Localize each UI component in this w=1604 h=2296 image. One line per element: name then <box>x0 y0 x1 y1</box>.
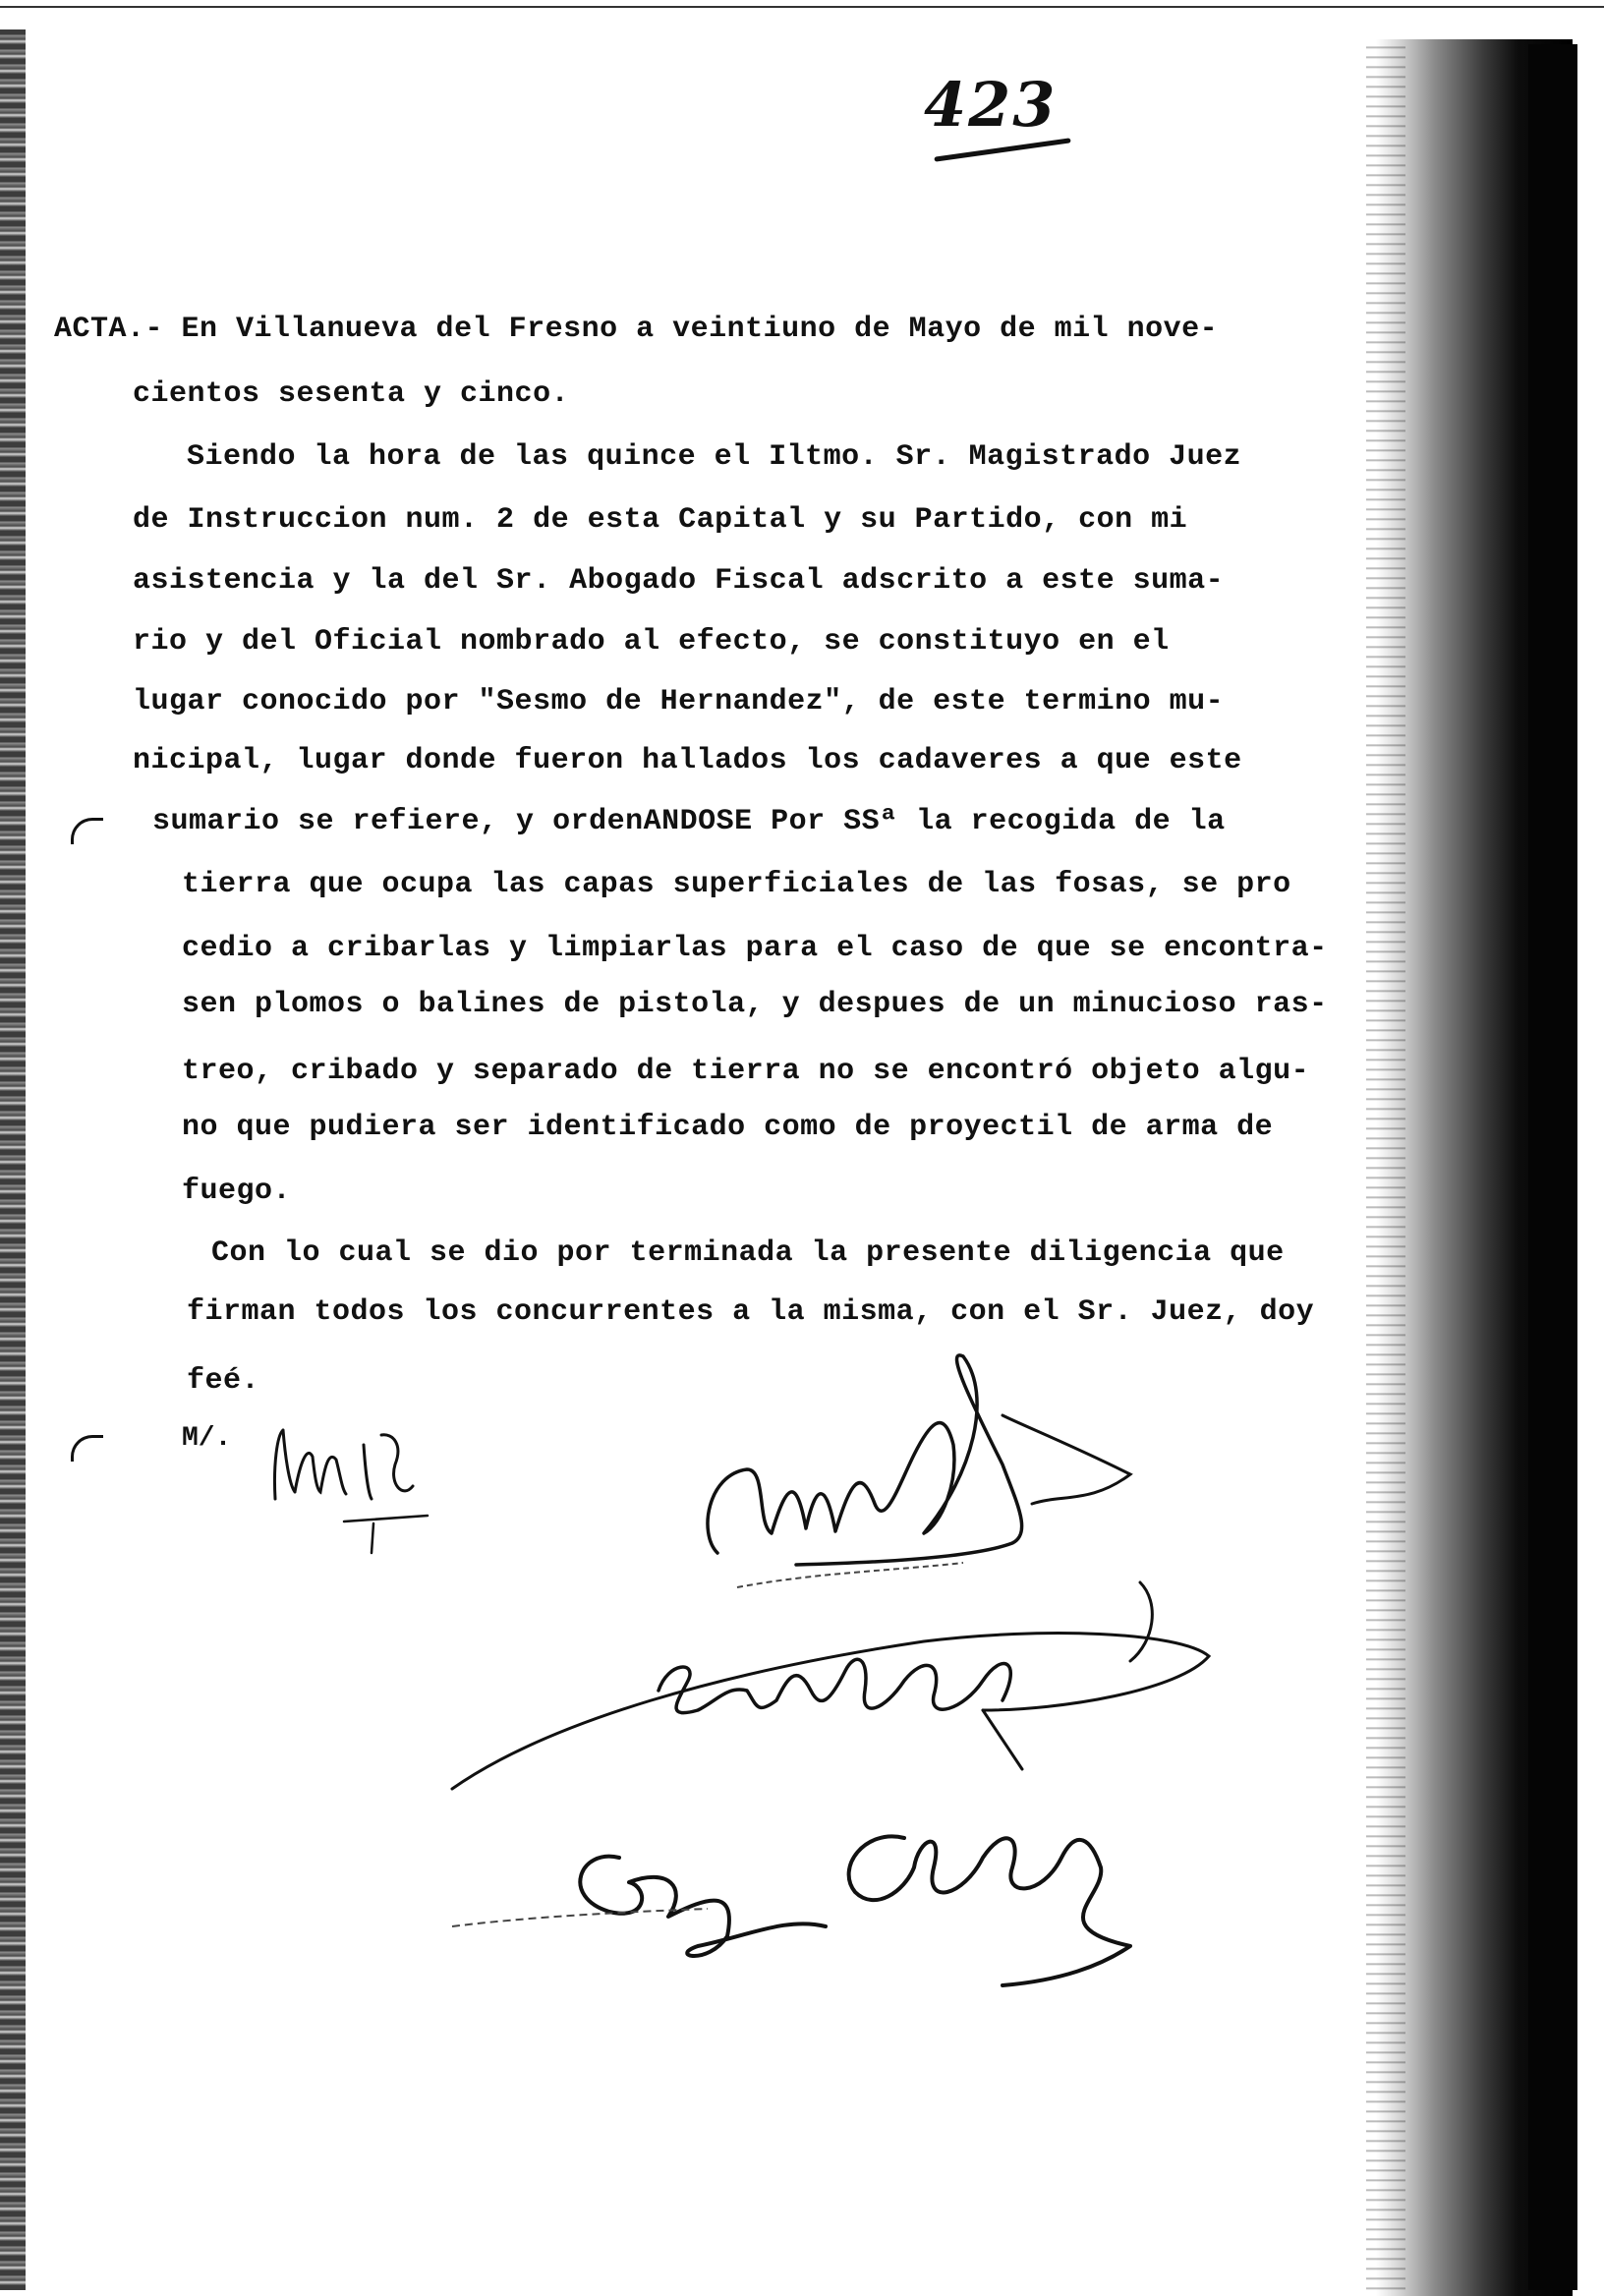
text-line: ACTA.- En Villanueva del Fresno a veintiuno de Mayo de mil nove- <box>54 313 1219 346</box>
text-line: de Instruccion num. 2 de esta Capital y su Partido, con mi <box>133 503 1188 537</box>
text-line: cientos sesenta y cinco. <box>133 377 570 411</box>
text-line: rio y del Oficial nombrado al efecto, se constituyo en el <box>133 625 1170 659</box>
top-rule <box>0 6 1604 8</box>
text-line: asistencia y la del Sr. Abogado Fiscal adscrito a este suma- <box>133 564 1225 598</box>
text-line: feé. <box>187 1364 260 1398</box>
text-line: nicipal, lugar donde fueron hallados los cadaveres a que este <box>133 744 1242 777</box>
text-line: fuego. <box>182 1175 292 1208</box>
text-line: no que pudiera ser identificado como de proyectil de arma de <box>182 1111 1274 1144</box>
initials-signature <box>256 1406 452 1573</box>
right-scan-noise <box>1366 39 1405 2290</box>
margin-mark <box>71 1435 103 1462</box>
signature-2 <box>432 1563 1238 1818</box>
margin-mark <box>71 818 103 844</box>
text-line: sen plomos o balines de pistola, y despues de un minucioso ras- <box>182 988 1328 1021</box>
right-binding-edge <box>1528 44 1577 2290</box>
text-line: cedio a cribarlas y limpiarlas para el caso de que se encontra- <box>182 932 1328 965</box>
page-number-underline <box>934 138 1070 161</box>
margin-prefix: M/. <box>182 1423 232 1454</box>
text-line: Siendo la hora de las quince el Iltmo. Sr. Magistrado Juez <box>187 440 1242 474</box>
page-number: 423 <box>924 69 1058 141</box>
text-line: sumario se refiere, y ordenANDOSE Por SSª la recogida de la <box>152 805 1226 838</box>
text-line: lugar conocido por "Sesmo de Hernandez", de este termino mu- <box>133 685 1225 718</box>
text-line: Con lo cual se dio por terminada la presente diligencia que <box>211 1236 1285 1270</box>
left-scan-edge <box>0 29 26 2290</box>
text-line: treo, cribado y separado de tierra no se encontró objeto algu- <box>182 1055 1310 1088</box>
text-line: firman todos los concurrentes a la misma, con el Sr. Juez, doy <box>187 1295 1315 1329</box>
text-line: tierra que ocupa las capas superficiales de las fosas, se pro <box>182 868 1291 901</box>
signature-3 <box>413 1799 1278 1995</box>
